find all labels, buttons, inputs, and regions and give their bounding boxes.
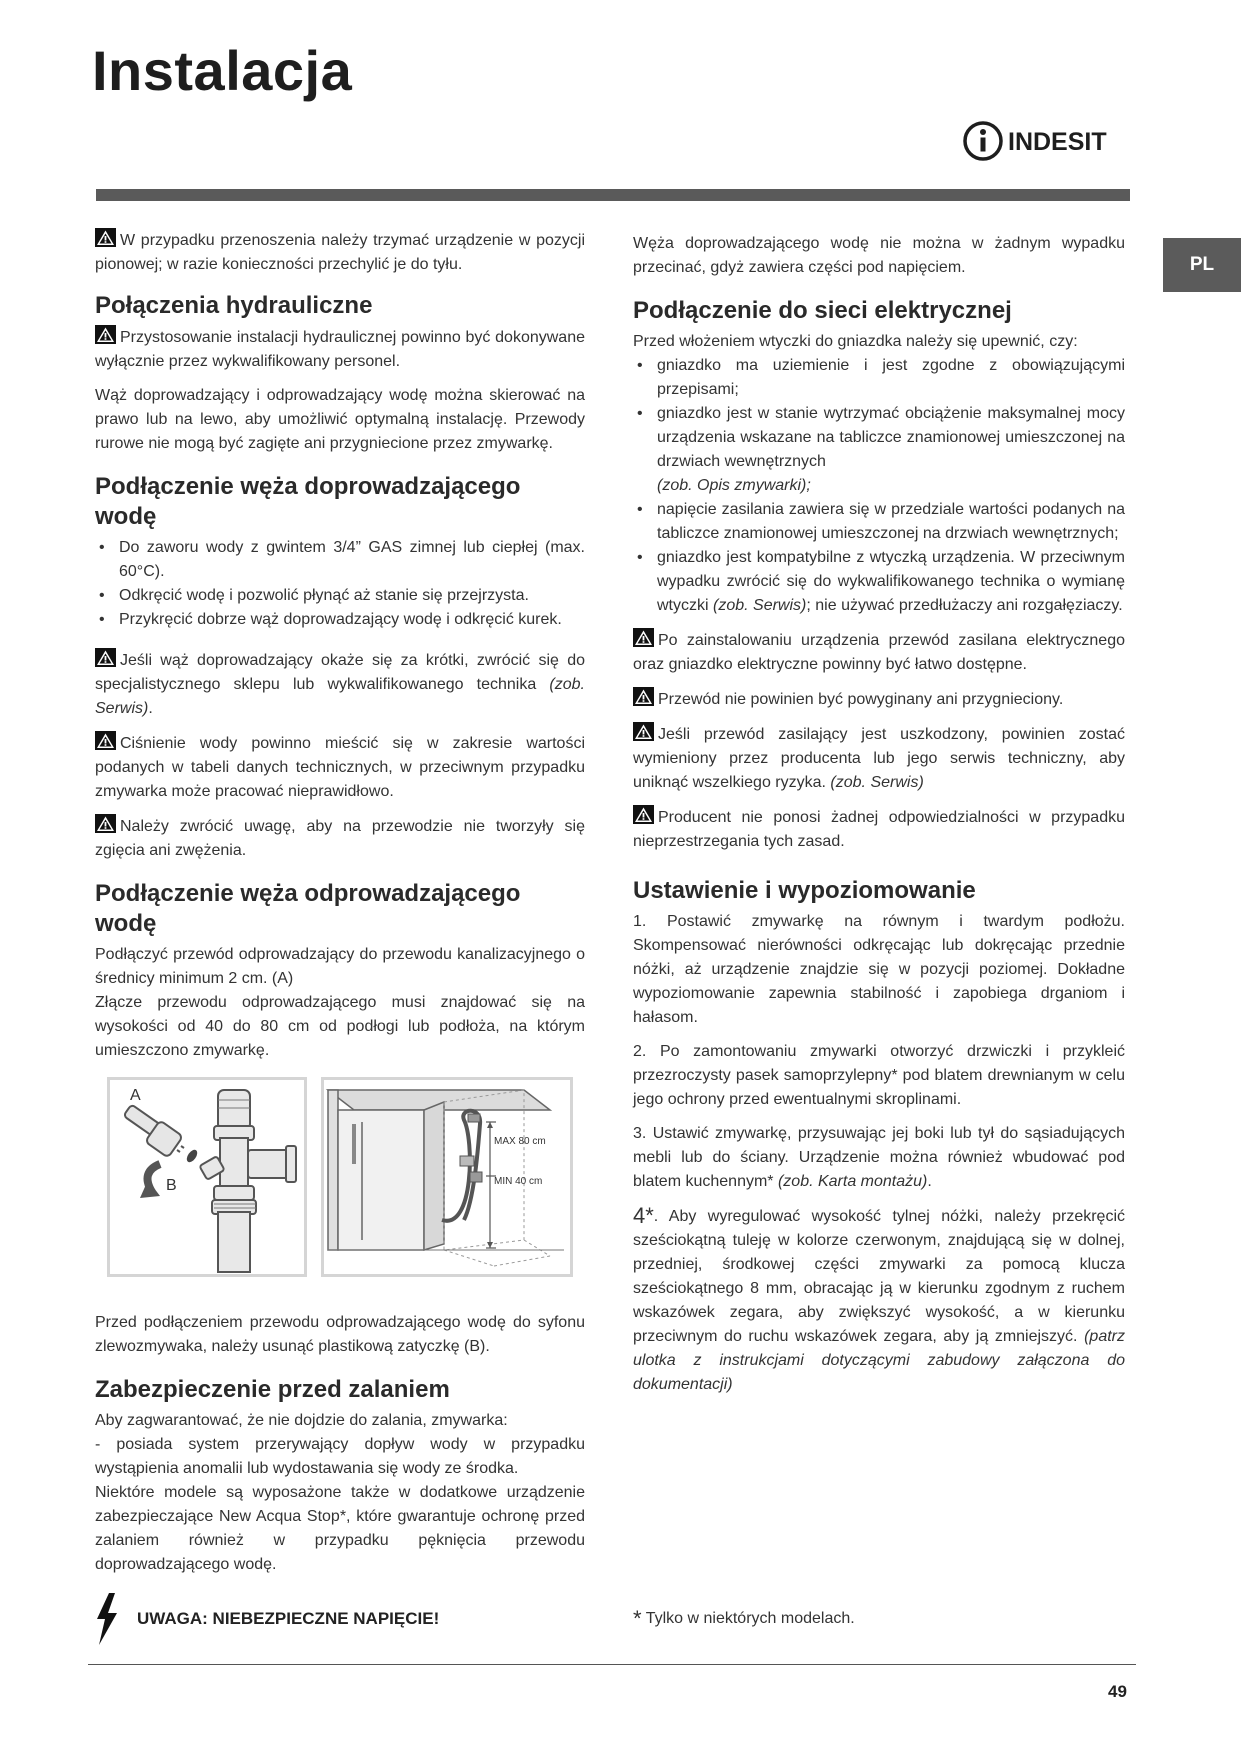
leveling-heading: Ustawienie i wypoziomowanie	[633, 877, 976, 904]
warning-icon	[95, 814, 116, 833]
lightning-icon	[95, 1593, 119, 1645]
header-rule	[96, 189, 1130, 201]
list-item: • Odkręcić wodę i pozwolić płynąć aż stanie się przejrzysta.	[95, 584, 585, 608]
intro-warning: W przypadku przenoszenia należy trzymać urządzenie w pozycji pionowej; w razie konieczności przechylić je do tyłu.	[95, 228, 585, 277]
outlet-text-2: Złącze przewodu odprowadzającego musi znajdować się na wysokości od 40 do 80 cm od podłogi lub podłoża, na którym umieszczono zmywarkę.	[95, 994, 585, 1059]
hydraulic-heading: Połączenia hydrauliczne	[95, 292, 373, 319]
leveling-step-1: 1. Postawić zmywarkę na równym i twardym podłożu. Skompensować nierówności odkręcając lub dokręcając przednie nóżki, aż urządzenie znajdzie się w pozycji poziomej. Dokładne wypoziomowanie zapewnia stabilność i zapobiega drganiom i hałasom.	[633, 913, 1125, 1026]
electric-warning-bent: Przewód nie powinien być powyginany ani przygnieciony.	[633, 687, 1125, 712]
warning-icon	[633, 805, 654, 824]
flood-heading: Zabezpieczenie przed zalaniem	[95, 1376, 450, 1403]
page-title: Instalacja	[92, 39, 353, 102]
footnote: * Tylko w niektórych modelach.	[633, 1606, 855, 1631]
inlet-warning-pressure: Ciśnienie wody powinno mieścić się w zakresie wartości podanych w tabeli danych technicznych, w przeciwnym przypadku zmywarka może pracować nieprawidłowo.	[95, 731, 585, 804]
list-item: • Do zaworu wody z gwintem 3/4” GAS zimnej lub ciepłej (max. 60°C).	[95, 536, 585, 584]
leveling-step-4: 4*. Aby wyregulować wysokość tylnej nóżki, należy przekręcić sześciokątną tuleję w kolorze czerwonym, znajdującą się w dolnej, przedniej, środkowej części zmywarki za pomocą klucza sześciokątnego 8 mm, obracając ją w kierunku zgodnym z ruchem wskazówek zegara, aby zwiększyć wysokość, a w kierunku przeciwnym do ruchu wskazówek zegara, aby ją zmniejszyć. (patrz ulotka z instrukcjami dotyczącymi zabudowy załączona do dokumentacji)	[633, 1203, 1125, 1393]
leveling-step-3: 3. Ustawić zmywarkę, przysuwając jej boki lub tył do sąsiadujących mebli lub do ściany. Urządzenie można również wbudować pod blatem kuchennym* (zob. Karta montażu).	[633, 1125, 1125, 1190]
label-a: A	[130, 1087, 141, 1104]
inlet-heading: Podłączenie węża doprowadzającego wodę	[95, 473, 521, 530]
service-reference: (zob. Serwis)	[95, 676, 585, 717]
service-reference: (zob. Serwis)	[830, 774, 924, 791]
electric-warning-access: Po zainstalowaniu urządzenia przewód zasilana elektrycznego oraz gniazdko elektryczne powinny być łatwo dostępne.	[633, 628, 1125, 677]
inlet-list	[95, 536, 585, 632]
warning-icon	[95, 325, 116, 344]
description-reference: (zob. Opis zmywarki);	[657, 477, 811, 494]
warning-icon	[95, 731, 116, 750]
flood-text-3: Niektóre modele są wyposażone także w dodatkowe urządzenie zabezpieczające New Acqua Stop*, które gwarantuje ochronę przed zalaniem również w przypadku pęknięcia przewodu doprowadzającego wodę.	[95, 1484, 585, 1573]
inlet-warning-short-hose: Jeśli wąż doprowadzający okaże się za krótki, zwrócić się do specjalistycznego sklepu lub wykwalifikowanego technika (zob. Serwis).	[95, 648, 585, 721]
siphon-illustration	[107, 1077, 307, 1277]
electric-warning-damaged: Jeśli przewód zasilający jest uszkodzony, powinien zostać wymieniony przez producenta lub jego serwis techniczny, aby uniknąć wszelkiego ryzyka. (zob. Serwis)	[633, 722, 1125, 795]
warning-icon	[633, 722, 654, 741]
outlet-text-3: Przed podłączeniem przewodu odprowadzającego wodę do syfonu zlewozmywaka, należy usunąć plastikową zatyczkę (B).	[95, 1314, 585, 1355]
language-tab: PL	[1163, 238, 1241, 292]
list-item: • gniazdko jest kompatybilne z wtyczką urządzenia. W przeciwnym wypadku zwrócić się do wykwalifikowanego technika o wymianę wtyczki (zob. Serwis); nie używać przedłużaczy ani rozgałęziaczy.	[633, 546, 1125, 618]
list-item: • Przykręcić dobrze wąż doprowadzający wodę i odkręcić kurek.	[95, 608, 585, 632]
drain-height-illustration	[321, 1077, 573, 1277]
list-item: • gniazdko jest w stanie wytrzymać obciążenie maksymalnej mocy urządzenia wskazane na tabliczce znamionowej umieszczonej na drzwiach wewnętrznych (zob. Opis zmywarki);	[633, 402, 1125, 498]
outlet-text-1: Podłączyć przewód odprowadzający do przewodu kanalizacyjnego o średnicy minimum 2 cm. (A)	[95, 946, 585, 987]
warning-icon	[95, 648, 116, 667]
warning-icon	[95, 228, 116, 247]
electric-lead: Przed włożeniem wtyczki do gniazdka należy się upewnić, czy:	[633, 333, 1078, 350]
indesit-logo	[962, 118, 1122, 164]
electric-list	[633, 354, 1125, 618]
left-column	[95, 228, 585, 1645]
max-height-label: MAX 80 cm	[494, 1136, 546, 1147]
warning-icon	[633, 687, 654, 706]
outlet-figures	[95, 1077, 585, 1299]
min-height-label: MIN 40 cm	[494, 1176, 543, 1187]
right-intro: Węża doprowadzającego wodę nie można w żadnym wypadku przecinać, gdyż zawiera części pod napięciem.	[633, 235, 1125, 276]
electric-warning-liability: Producent nie ponosi żadnej odpowiedzialności w przypadku nieprzestrzegania tych zasad.	[633, 805, 1125, 854]
danger-notice	[95, 1593, 585, 1645]
list-item: • napięcie zasilania zawiera się w przedziale wartości podanych na tabliczce znamionowej umieszczonej na drzwiach wewnętrznych;	[633, 498, 1125, 546]
list-item: • gniazdko ma uziemienie i jest zgodne z obowiązującymi przepisami;	[633, 354, 1125, 402]
footer-rule	[88, 1664, 1136, 1665]
right-column	[633, 232, 1125, 1407]
inlet-warning-kinks: Należy zwrócić uwagę, aby na przewodzie nie tworzyły się zgięcia ani zwężenia.	[95, 814, 585, 863]
label-b: B	[166, 1177, 177, 1194]
mounting-card-reference: (zob. Karta montażu)	[777, 1173, 928, 1190]
flood-text-2: - posiada system przerywający dopływ wody w przypadku wystąpienia anomalii lub wydostawania się wody ze środka.	[95, 1436, 585, 1477]
service-reference: (zob. Serwis)	[713, 597, 807, 614]
outlet-heading: Podłączenie węża odprowadzającego wodę	[95, 880, 521, 937]
leaflet-reference: (patrz ulotka z instrukcjami dotyczącymi zabudowy załączona do dokumentacji)	[633, 1328, 1125, 1393]
page-number: 49	[1108, 1682, 1127, 1701]
leveling-step-2: 2. Po zamontowaniu zmywarki otworzyć drzwiczki i przykleić przezroczysty pasek samoprzylepny* pod blatem drewnianym w celu jego ochrony przed ewentualnymi skroplinami.	[633, 1043, 1125, 1108]
warning-icon	[633, 628, 654, 647]
flood-text-1: Aby zagwarantować, że nie dojdzie do zalania, zmywarka:	[95, 1412, 508, 1429]
hydraulic-text: Wąż doprowadzający i odprowadzający wodę można skierować na prawo lub na lewo, aby umożliwić optymalną instalację. Przewody rurowe nie mogą być zagięte ani przygniecione przez zmywarkę.	[95, 387, 585, 452]
hydraulic-warning: Przystosowanie instalacji hydraulicznej powinno być dokonywane wyłącznie przez wykwalifikowany personel.	[95, 325, 585, 374]
brand-name: INDESIT	[1008, 128, 1107, 156]
electric-heading: Podłączenie do sieci elektrycznej	[633, 297, 1012, 324]
danger-text: UWAGA: NIEBEZPIECZNE NAPIĘCIE!	[137, 1609, 440, 1628]
